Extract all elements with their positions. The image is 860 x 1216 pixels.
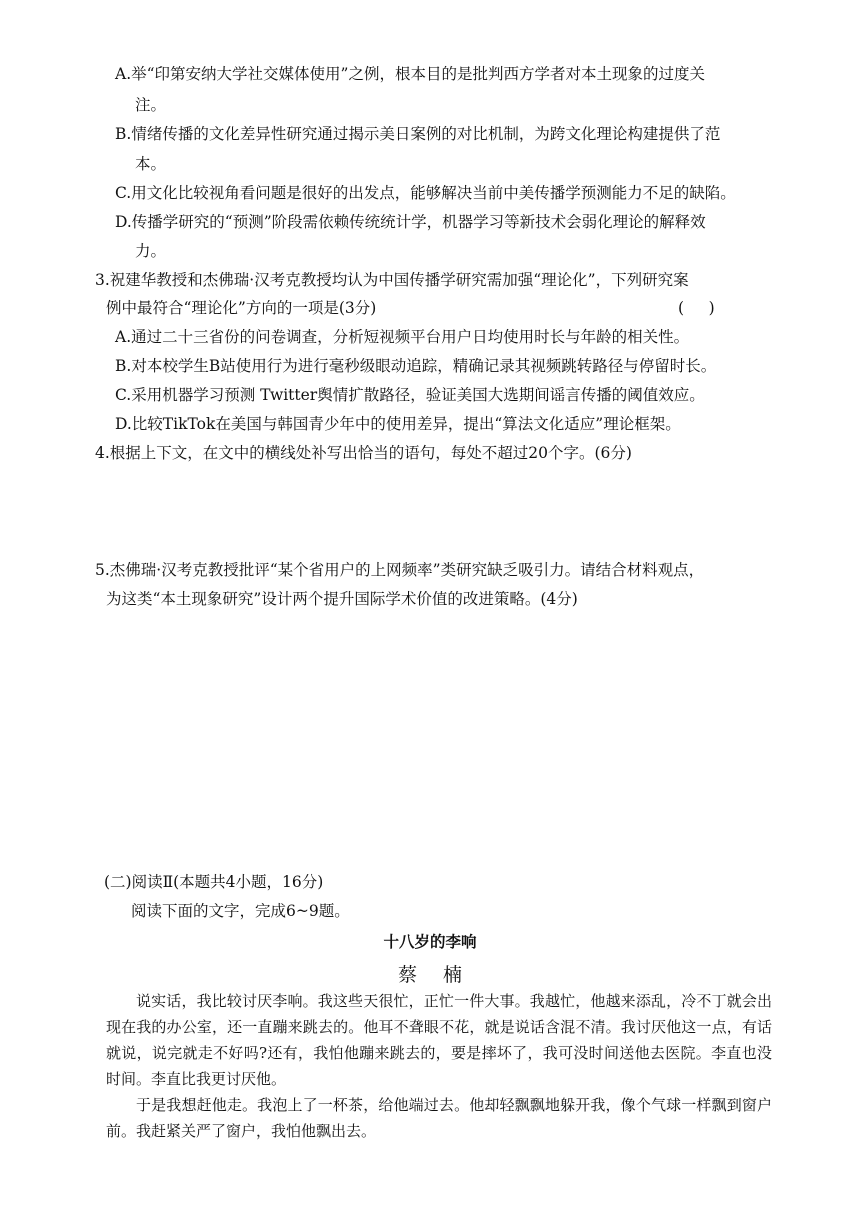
q2-option-c: C.用文化比较视角看问题是很好的出发点，能够解决当前中美传播学预测能力不足的缺陷。 [115,184,736,202]
q2-option-b: B.情绪传播的文化差异性研究通过揭示美日案例的对比机制，为跨文化理论构建提供了范 [115,125,721,143]
q3-answer-blank[interactable]: ( ) [678,299,715,317]
q3-option-d: D.比较TikTok在美国与韩国青少年中的使用差异，提出“算法文化适应”理论框架。 [115,415,681,433]
article-author: 蔡 楠 [397,964,473,986]
article-body [106,988,772,1144]
q2-option-d: D.传播学研究的“预测”阶段需依赖传统统计学，机器学习等新技术会弱化理论的解释效 [115,213,706,231]
article-paragraph-2: 于是我想赶他走。我泡上了一杯茶，给他端过去。他却轻飘飘地躲开我，像个气球一样飘到窗户前。我赶紧关严了窗户，我怕他飘出去。 [106,1096,772,1140]
q3-option-a: A.通过二十三省份的问卷调查，分析短视频平台用户日均使用时长与年龄的相关性。 [115,328,690,346]
article-title: 十八岁的李响 [383,933,477,951]
article-paragraph-1: 说实话，我比较讨厌李响。我这些天很忙，正忙一件大事。我越忙，他越来添乱，冷不丁就会出现在我的办公室，还一直蹦来跳去的。他耳不聋眼不花，就是说话含混不清。我讨厌他这一点，有话就说，说完就走不好吗?还有，我怕他蹦来跳去的，要是摔坏了，我可没时间送他去医院。李直也没时间。李直比我更讨厌他。 [106,992,772,1088]
q2-option-a-continued: 注。 [135,96,167,114]
section-heading: (二)阅读Ⅱ(本题共4小题，16分) [104,873,324,891]
q5-stem: 5.杰佛瑞·汉考克教授批评“某个省用户的上网频率”类研究缺乏吸引力。请结合材料观点， [95,561,705,579]
q2-option-b-continued: 本。 [135,155,167,173]
section-instruction: 阅读下面的文字，完成6~9题。 [131,902,350,920]
q3-option-c: C.采用机器学习预测 Twitter舆情扩散路径，验证美国大选期间谣言传播的阈值效应。 [115,386,705,404]
q2-option-d-continued: 力。 [135,242,167,260]
q3-stem: 3.祝建华教授和杰佛瑞·汉考克教授均认为中国传播学研究需加强“理论化”，下列研究案 [95,271,689,289]
q2-option-a: A.举“印第安纳大学社交媒体使用”之例，根本目的是批判西方学者对本土现象的过度关 [115,65,705,83]
q3-option-b: B.对本校学生B站使用行为进行毫秒级眼动追踪，精确记录其视频跳转路径与停留时长。 [115,357,717,375]
q5-stem-continued: 为这类“本土现象研究”设计两个提升国际学术价值的改进策略。(4分) [106,590,578,608]
q3-stem-continued: 例中最符合“理论化”方向的一项是(3分) [106,299,377,317]
q4-stem: 4.根据上下文，在文中的横线处补写出恰当的语句，每处不超过20个字。(6分) [95,444,632,462]
